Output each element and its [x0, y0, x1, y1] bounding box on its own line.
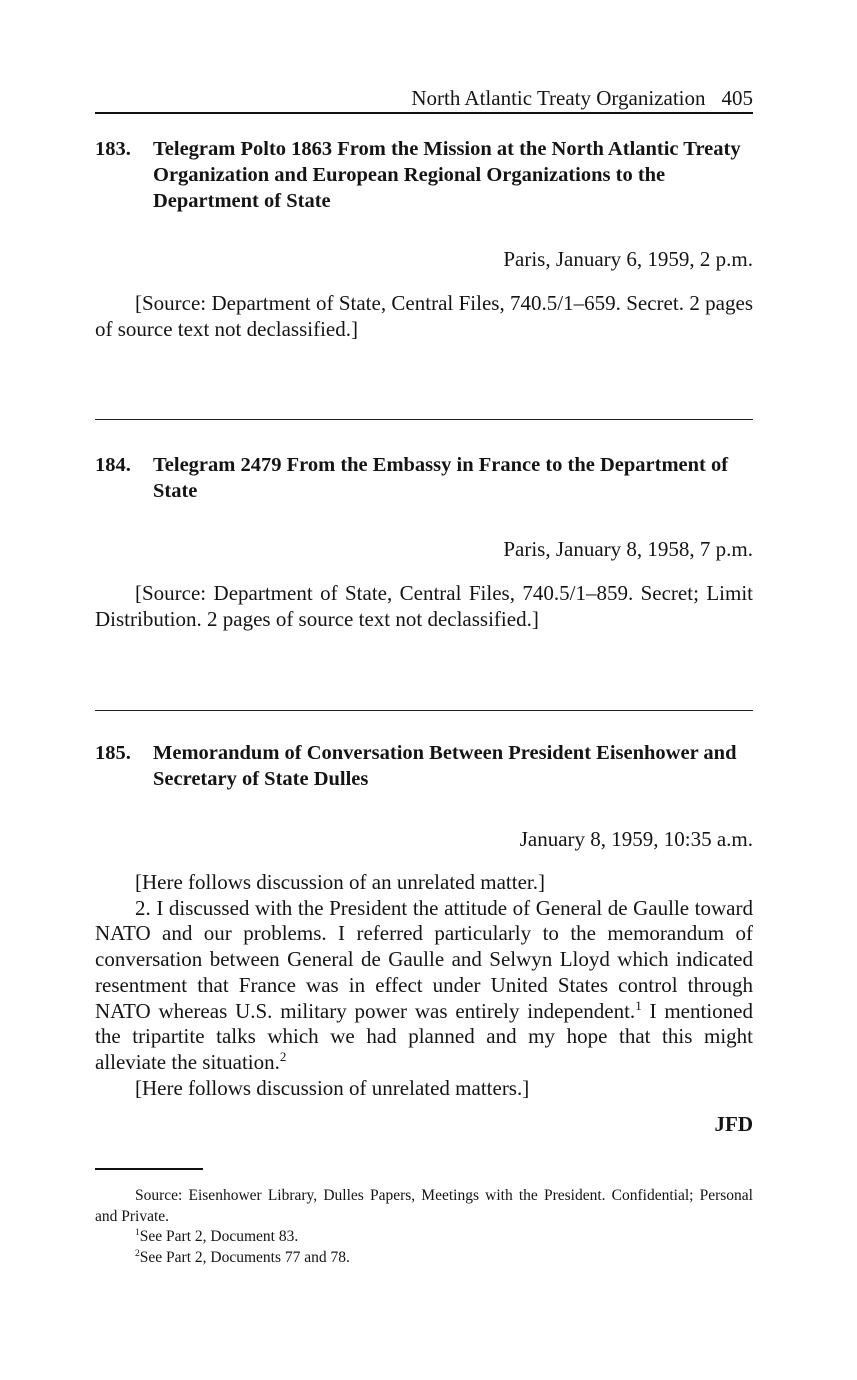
doc-184-source-note [95, 581, 753, 632]
doc-185-heading [95, 740, 753, 792]
source-note-text: [Source: Department of State, Central Files, 740.5/1–659. Secret. 2 pages of source text not declassified.] [95, 291, 753, 341]
doc-title: Memorandum of Conversation Between President Eisenhower and Secretary of State Dulles [153, 742, 737, 790]
footnotes [95, 1186, 753, 1268]
signature: JFD [714, 1112, 753, 1136]
running-title: North Atlantic Treaty Organization [411, 86, 706, 110]
doc-183-source-note [95, 291, 753, 342]
footnote-ref[interactable]: 2 [279, 1048, 287, 1064]
body-text: I mentioned the tripartite talks which we had planned and my hope that this might alleviate the situation. [95, 998, 753, 1074]
footnote-mark: 2 [135, 1247, 140, 1259]
doc-number: 184. [95, 454, 131, 476]
footnote-ref[interactable]: 1 [635, 997, 642, 1013]
doc-183-heading [95, 136, 753, 214]
footnote-source: Source: Eisenhower Library, Dulles Papers, Meetings with the President. Confidential; Personal and Private. [95, 1187, 753, 1225]
footnote-1 [95, 1227, 753, 1248]
body-text: 2. I discussed with the President the attitude of General de Gaulle toward NATO and our problems. I referred particularly to the memorandum of conversation between General de Gaulle and Selwyn Lloyd which indicated resentment that France was in effect under United States control through NATO whereas U.S. military power was entirely independent. [95, 895, 753, 1023]
running-header [95, 84, 753, 112]
footnote-text: See Part 2, Documents 77 and 78. [139, 1248, 350, 1266]
section-divider [95, 710, 753, 711]
doc-title: Telegram 2479 From the Embassy in France to the Department of State [153, 454, 729, 502]
doc-number: 183. [95, 138, 131, 160]
header-rule [95, 112, 753, 114]
doc-184-dateline: Paris, January 8, 1958, 7 p.m. [503, 537, 753, 561]
body-paragraph: [Here follows discussion of unrelated matters.] [135, 1075, 530, 1100]
doc-184-heading [95, 452, 753, 504]
footnote-text: See Part 2, Document 83. [139, 1228, 299, 1245]
page-number: 405 [721, 86, 753, 110]
doc-185-body [95, 870, 753, 1101]
body-paragraph: [Here follows discussion of an unrelated matter.] [135, 870, 545, 894]
doc-183-dateline: Paris, January 6, 1959, 2 p.m. [503, 247, 753, 271]
doc-title: Telegram Polto 1863 From the Mission at the North Atlantic Treaty Organization and European Regional Organizations to the Department of State [153, 138, 741, 212]
source-note-text: [Source: Department of State, Central Files, 740.5/1–859. Secret; Limit Distribution. 2 pages of source text not declassified.] [95, 581, 753, 631]
section-divider [95, 419, 753, 420]
doc-185-dateline: January 8, 1959, 10:35 a.m. [519, 827, 753, 851]
doc-number: 185. [95, 742, 131, 764]
footnote-mark: 1 [135, 1226, 140, 1238]
body-paragraph [95, 896, 753, 1076]
footnote-rule [95, 1168, 203, 1170]
footnote-2 [95, 1248, 753, 1269]
